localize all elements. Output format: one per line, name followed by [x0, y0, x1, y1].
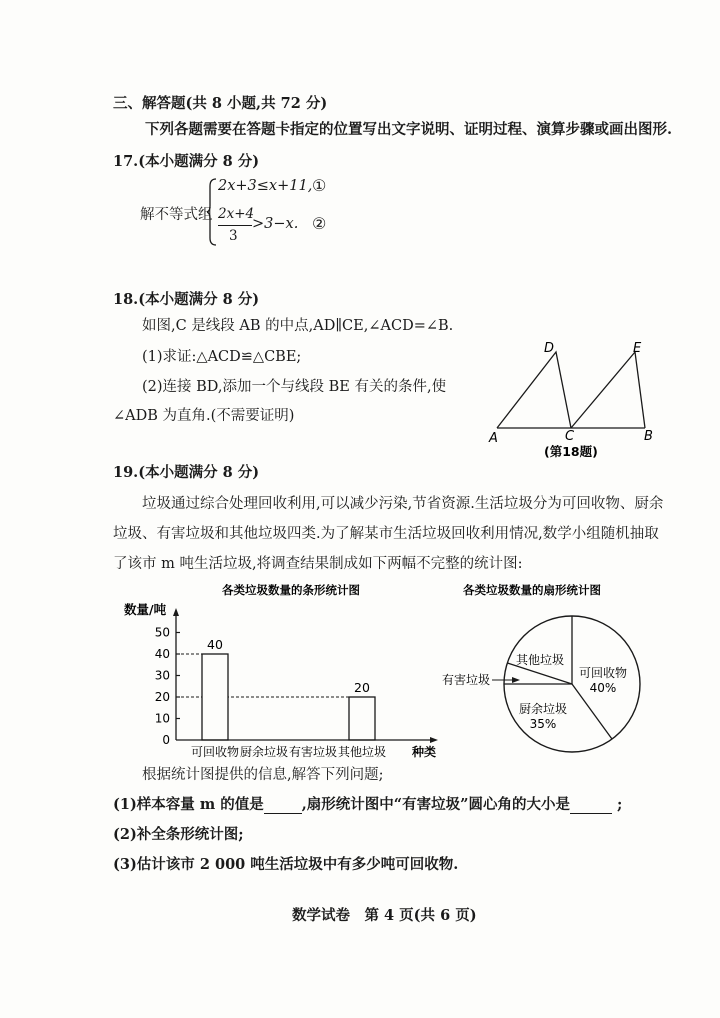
q19-para3: 了该市 m 吨生活垃圾,将调查结果制成如下两幅不完整的统计图: — [113, 556, 523, 572]
q18-header: 18.(本小题满分 8 分) — [113, 291, 260, 308]
pie-percent-kitchen: 35% — [529, 717, 557, 731]
y-tick-label: 50 — [154, 625, 170, 640]
q18-line1: 如图,C 是线段 AB 的中点,AD∥CE,∠ACD=∠B. — [142, 318, 454, 334]
fraction-bar — [218, 225, 252, 226]
page-footer: 数学试卷 第 4 页(共 6 页) — [292, 907, 477, 924]
bar-value-label: 40 — [207, 637, 223, 652]
bar-value-label: 20 — [354, 680, 370, 695]
x-category-label: 可回收物 — [190, 745, 240, 759]
q19-sub3: (3)估计该市 2 000 吨生活垃圾中有多少吨可回收物. — [113, 856, 459, 873]
fraction-numerator: 2x+4 — [218, 206, 255, 222]
inequality-1-mark: ① — [312, 176, 327, 195]
q19-para1: 垃圾通过综合处理回收利用,可以减少污染,节省资源.生活垃圾分为可回收物、厨余 — [142, 496, 664, 512]
y-tick-label: 0 — [162, 733, 170, 747]
pie-label-hazardous: 有害垃圾 — [442, 673, 491, 687]
triangle-cbe — [571, 352, 645, 428]
q18-part1: (1)求证:△ACD≌△CBE; — [142, 349, 302, 365]
pie-percent-recyclable: 40% — [589, 681, 617, 695]
y-tick-label: 30 — [154, 668, 170, 683]
pie-chart-title: 各类垃圾数量的扇形统计图 — [463, 583, 601, 597]
bar-chart-xlabel: 种类 — [412, 745, 437, 759]
y-tick-label: 40 — [154, 647, 170, 661]
bar-chart-title: 各类垃圾数量的条形统计图 — [222, 583, 360, 597]
y-tick-label: 10 — [154, 711, 170, 726]
q19-header: 19.(本小题满分 8 分) — [113, 464, 260, 481]
label-a: A — [489, 431, 498, 446]
q19-sub1 — [113, 793, 622, 814]
sub1-text-c: ; — [617, 796, 623, 813]
q18-part2a: (2)连接 BD,添加一个与线段 BE 有关的条件,使 — [142, 379, 447, 395]
q19-para2: 垃圾、有害垃圾和其他垃圾四类.为了解某市生活垃圾回收利用情况,数学小组随机抽取 — [113, 526, 659, 542]
inequality-2-rest: >3−x. — [252, 216, 299, 232]
inequality-2-mark: ② — [312, 214, 327, 233]
x-category-label: 其他垃圾 — [337, 745, 387, 759]
system-brace — [207, 178, 217, 246]
bar-chart-ylabel: 数量/吨 — [124, 602, 167, 617]
q18-figure — [480, 338, 670, 463]
section-instruction: 下列各题需要在答题卡指定的位置写出文字说明、证明过程、演算步骤或画出图形. — [145, 121, 673, 138]
x-category-label: 厨余垃圾 — [239, 745, 289, 759]
bar-chart-y-arrow — [173, 608, 179, 616]
bar-1 — [202, 654, 228, 740]
label-e: E — [633, 341, 642, 356]
q19-sub2: (2)补全条形统计图; — [113, 826, 244, 843]
bar-chart — [110, 578, 450, 768]
bar-4 — [349, 697, 375, 740]
y-tick-label: 20 — [154, 690, 170, 704]
pie-label-kitchen: 厨余垃圾 — [518, 702, 568, 716]
x-category-label: 有害垃圾 — [288, 745, 338, 759]
q17-prompt: 解不等式组 — [140, 207, 213, 223]
figure-caption: (第18题) — [544, 444, 598, 459]
sub1-text-b: ,扇形统计图中“有害垃圾”圆心角的大小是 — [301, 796, 570, 813]
inequality-1: 2x+3≤x+11, — [218, 178, 313, 194]
pie-label-recyclable: 可回收物 — [578, 666, 628, 680]
q18-part2b: ∠ADB 为直角.(不需要证明) — [113, 408, 295, 424]
blank-central-angle — [570, 796, 612, 814]
pie-chart — [430, 578, 670, 768]
section-title: 三、解答题(共 8 小题,共 72 分) — [113, 95, 328, 112]
label-c: C — [565, 429, 575, 444]
q17-header: 17.(本小题满分 8 分) — [113, 153, 260, 170]
triangle-acd — [497, 352, 571, 428]
blank-sample-size — [264, 796, 302, 814]
pie-label-other: 其他垃圾 — [515, 653, 565, 667]
sub1-text-a: (1)样本容量 m 的值是 — [113, 796, 264, 813]
fraction-denominator: 3 — [229, 228, 238, 244]
label-d: D — [544, 341, 555, 356]
label-b: B — [644, 429, 653, 444]
q19-after: 根据统计图提供的信息,解答下列问题; — [142, 767, 384, 783]
